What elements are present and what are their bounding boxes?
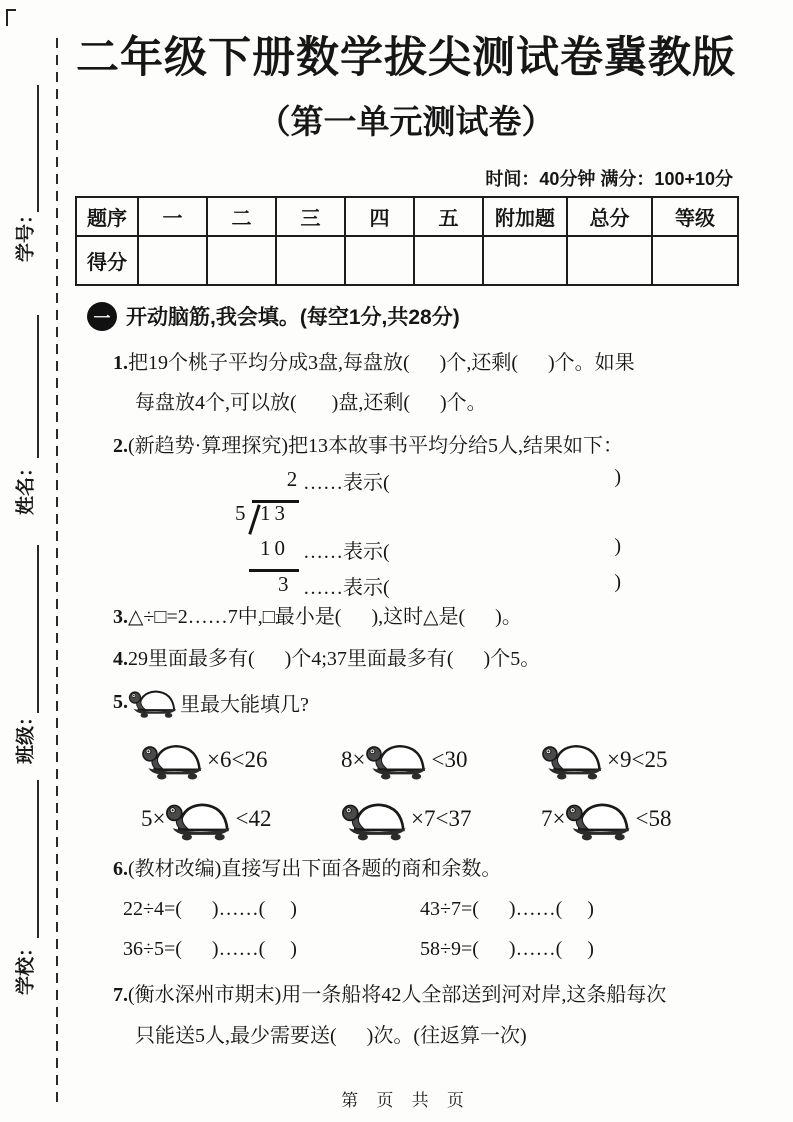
equation-suffix: <42 [235, 806, 272, 831]
turtle-icon [165, 796, 235, 842]
division-note-product [303, 535, 621, 564]
turtle-icon [141, 738, 207, 781]
class-fill-line [37, 545, 39, 713]
score-header-cell: 三 [276, 197, 345, 236]
score-header-cell: 附加题 [483, 197, 567, 236]
question-7-line-2: 只能送5人,最少需要送( )次。(往返算一次) [135, 1025, 527, 1047]
score-blank-cell [483, 236, 567, 285]
score-blank-cell [138, 236, 207, 285]
division-note-prefix: ……表示( [303, 472, 390, 494]
section-one-badge: 一 [87, 302, 117, 331]
question-5-number: 5. [113, 690, 128, 713]
equation-prefix: 7× [541, 806, 566, 831]
turtle-equation [341, 796, 471, 842]
question-6-number: 6. [113, 858, 128, 880]
turtle-icon [128, 685, 180, 719]
equation-suffix: ×9<25 [607, 746, 668, 772]
question-2-line [113, 433, 623, 459]
equation-prefix: 5× [141, 806, 166, 831]
margin-label-name: 姓名： [15, 458, 37, 516]
score-header-cell: 等级 [652, 197, 738, 236]
division-note-remainder [303, 571, 621, 600]
margin-label-student-no: 学号： [15, 205, 37, 263]
question-5-line [113, 685, 309, 719]
question-1-line-2: 每盘放4个,可以放( )盘,还剩( )个。 [135, 392, 487, 414]
page-title: 二年级下册数学拔尖测试卷冀教版 [76, 34, 736, 82]
division-remainder: 3 [278, 572, 289, 596]
equation-prefix: 8× [341, 746, 366, 772]
turtle-icon [565, 796, 635, 842]
equation-suffix: ×7<37 [411, 806, 472, 831]
question-6-line [113, 856, 501, 882]
division-note-close: ) [614, 535, 621, 557]
division-note-prefix: ……表示( [303, 577, 390, 599]
score-row-label: 得分 [76, 236, 138, 285]
equation-suffix: ×6<26 [207, 746, 268, 772]
score-blank-cell [652, 236, 738, 285]
question-7-text: (衡水深州市期末)用一条船将42人全部送到河对岸,这条船每次 [128, 984, 667, 1006]
corner-crop-mark [6, 9, 16, 26]
score-table [75, 196, 739, 286]
question-4-line [113, 646, 540, 672]
margin-label-class: 班级： [15, 707, 37, 765]
score-blank-cell [345, 236, 414, 285]
turtle-equation [341, 738, 467, 781]
section-one-header [87, 301, 460, 331]
score-header-cell: 五 [414, 197, 483, 236]
question-6-text: (教材改编)直接写出下面各题的商和余数。 [128, 858, 502, 880]
turtle-icon [341, 796, 411, 842]
turtle-equation [541, 738, 667, 781]
division-note-quotient [303, 466, 621, 495]
score-blank-cell [414, 236, 483, 285]
question-4-text: 29里面最多有( )个4;37里面最多有( )个5。 [128, 648, 541, 670]
question-1-text: 把19个桃子平均分成3盘,每盘放( )个,还剩( )个。如果 [128, 352, 635, 374]
division-bracket [248, 504, 260, 534]
page-subtitle: （第一单元测试卷） [257, 103, 555, 140]
margin-label-school: 学校： [15, 938, 37, 996]
dashed-fold-line [56, 38, 58, 1106]
question-1-line-1 [113, 350, 635, 376]
question-7-number: 7. [113, 984, 128, 1006]
question-5-text: 里最大能填几? [180, 693, 309, 716]
division-note-close: ) [614, 571, 621, 593]
division-note-prefix: ……表示( [303, 541, 390, 563]
score-header-cell: 四 [345, 197, 414, 236]
score-header-cell: 一 [138, 197, 207, 236]
score-header-cell: 总分 [567, 197, 652, 236]
question-2-number: 2. [113, 435, 128, 457]
q6-item: 36÷5=( )……( ) [123, 938, 297, 960]
question-4-number: 4. [113, 648, 128, 670]
school-fill-line [37, 780, 39, 938]
turtle-equation [541, 796, 671, 842]
division-product: 10 [260, 536, 289, 560]
q6-item: 22÷4=( )……( ) [123, 898, 297, 920]
turtle-equation [141, 738, 267, 781]
worksheet-content [75, 0, 737, 1122]
score-header-cell: 题序 [76, 197, 138, 236]
student-no-fill-line [37, 85, 39, 212]
question-3-line [113, 604, 522, 630]
turtle-equation [141, 796, 271, 842]
q6-item: 58÷9=( )……( ) [420, 938, 594, 960]
equation-suffix: <30 [431, 746, 468, 772]
section-one-title: 开动脑筋,我会填。(每空1分,共28分) [126, 306, 460, 329]
division-divisor: 5 [235, 501, 246, 525]
score-blank-cell [276, 236, 345, 285]
question-7-line-1 [113, 982, 666, 1008]
question-2-text: (新趋势·算理探究)把13本故事书平均分给5人,结果如下： [128, 435, 623, 457]
score-blank-cell [207, 236, 276, 285]
exam-meta: 时间：40分钟 满分：100+10分 [485, 169, 733, 189]
division-note-close: ) [614, 466, 621, 488]
division-subtraction-line [249, 569, 299, 572]
question-1-number: 1. [113, 352, 128, 374]
name-fill-line [37, 315, 39, 458]
question-3-number: 3. [113, 606, 128, 628]
turtle-icon [541, 738, 607, 781]
division-quotient: 2 [286, 467, 298, 491]
q6-item: 43÷7=( )……( ) [420, 898, 594, 920]
turtle-icon [365, 738, 431, 781]
question-3-text: △÷□=2……7中,□最小是( ),这时△是( )。 [128, 606, 522, 628]
page-footer: 第 页 共 页 [341, 1091, 471, 1110]
score-blank-cell [567, 236, 652, 285]
score-header-cell: 二 [207, 197, 276, 236]
equation-suffix: <58 [635, 806, 672, 831]
division-dividend: 13 [260, 501, 289, 525]
